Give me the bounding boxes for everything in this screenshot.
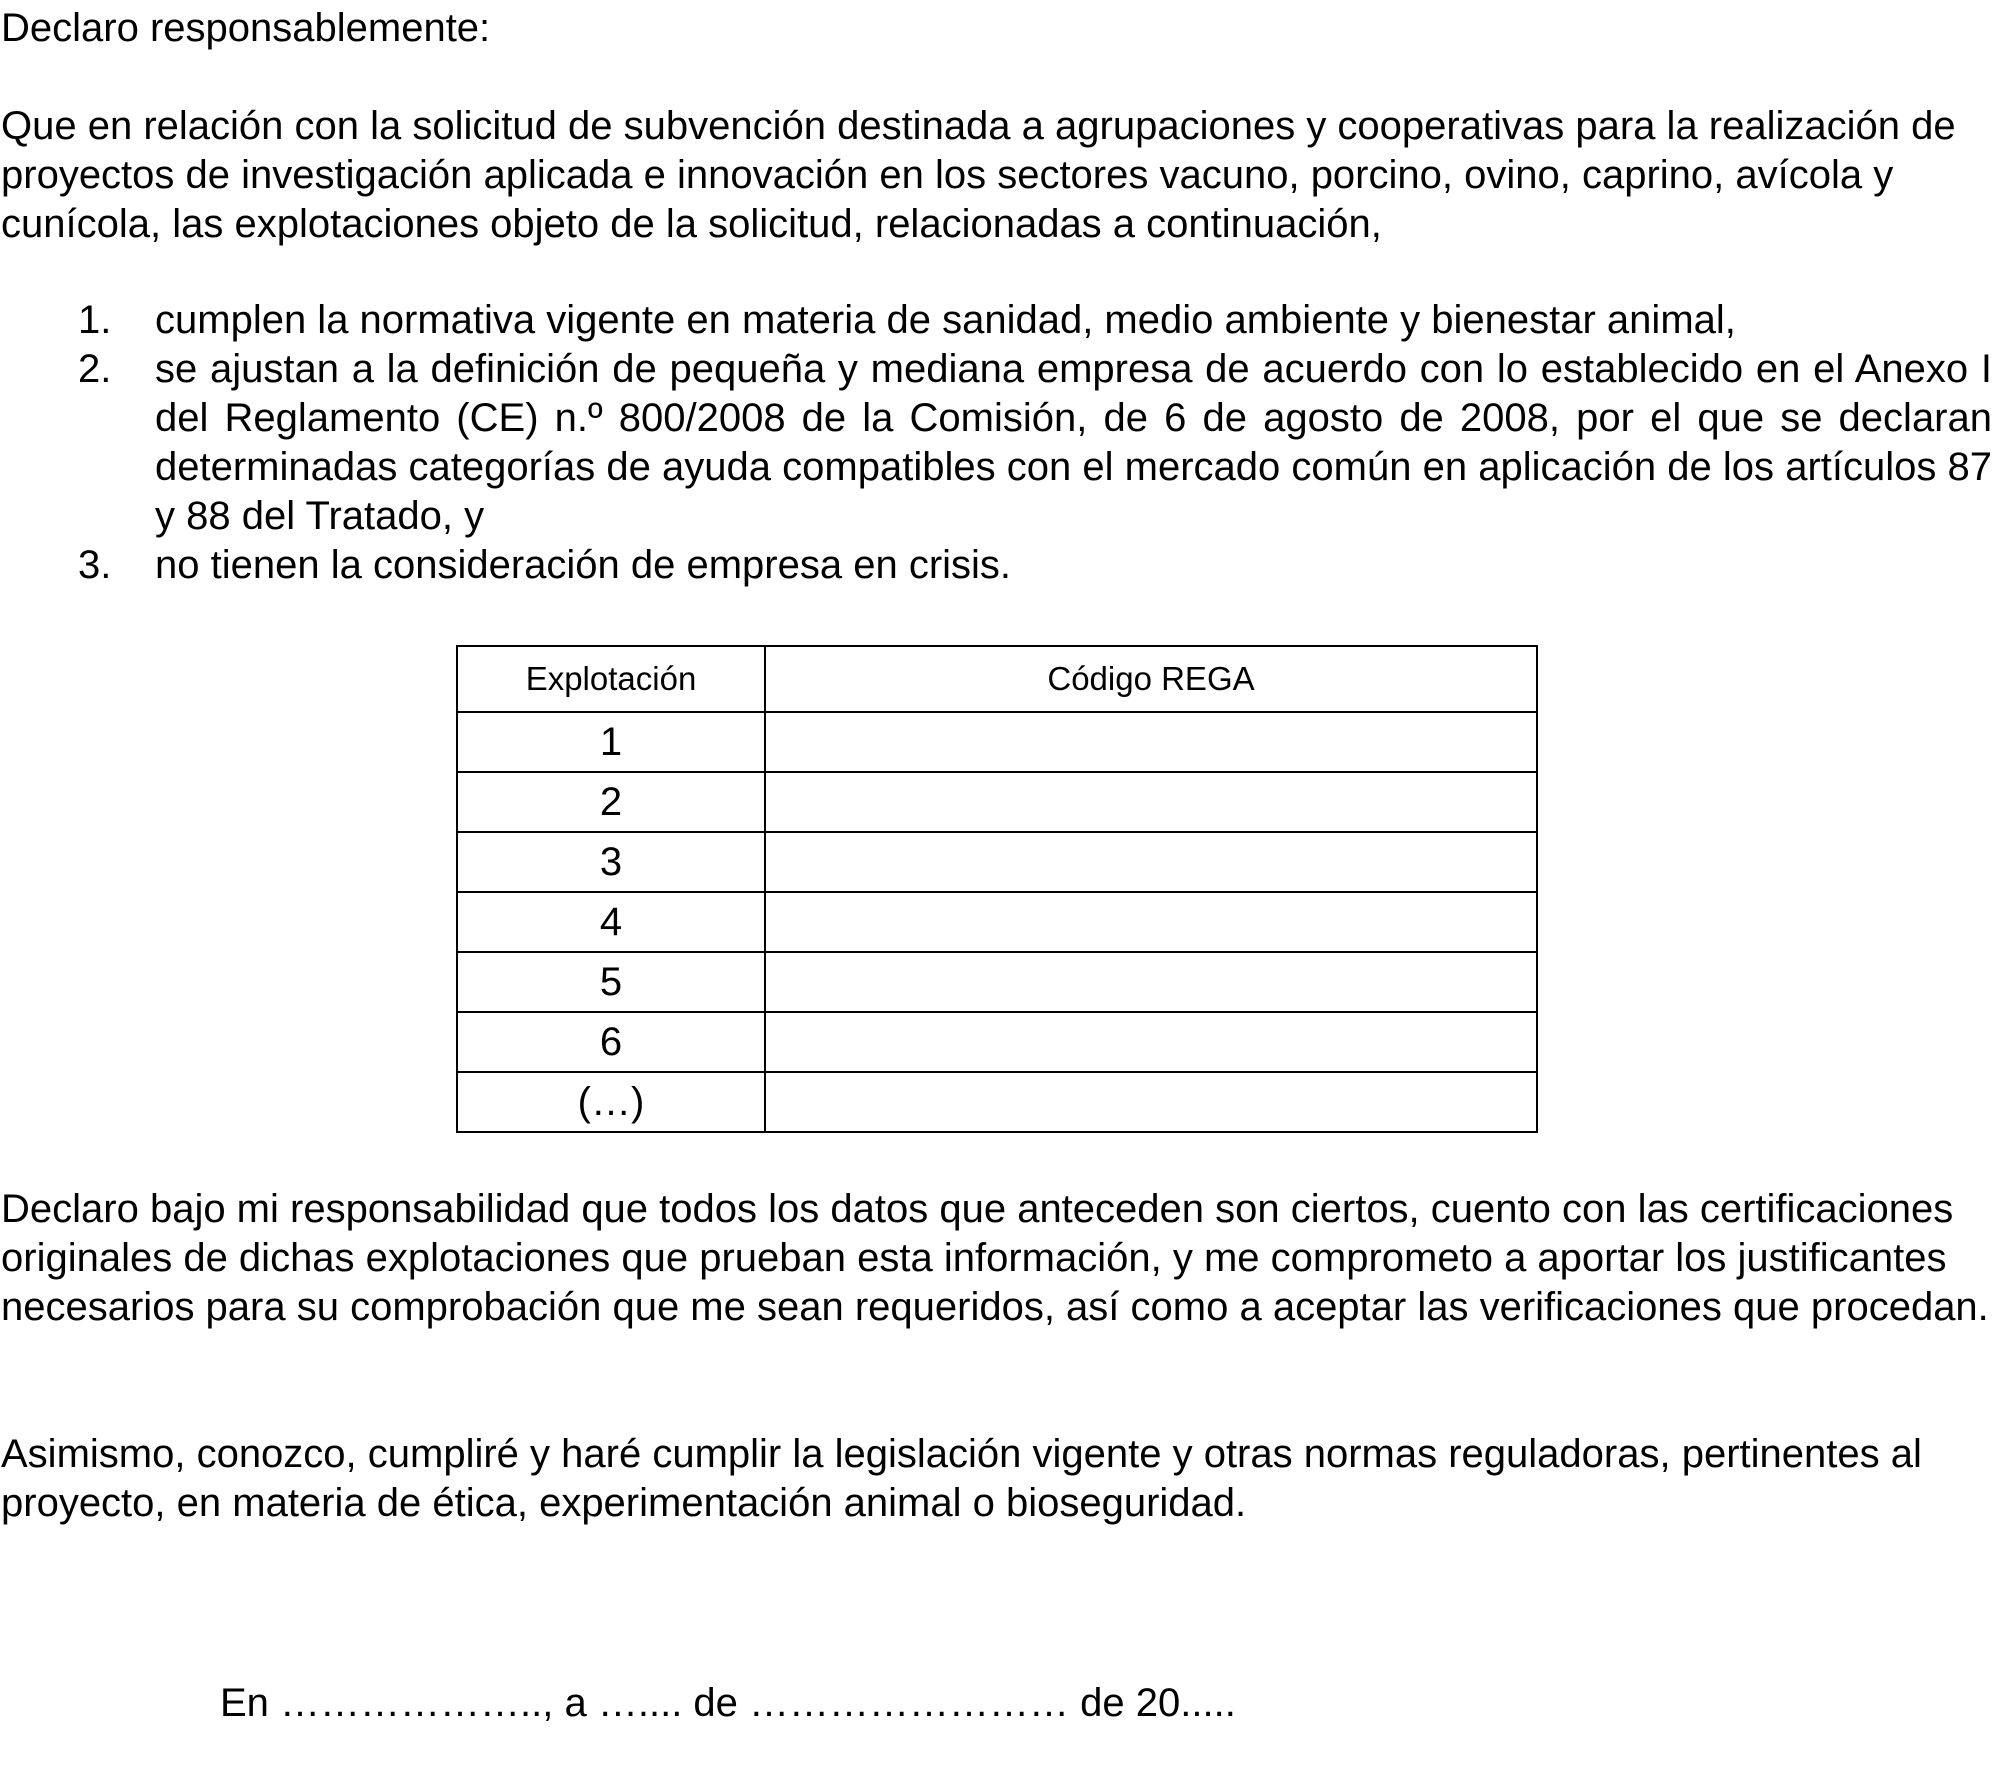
- cell-codigo-rega[interactable]: [765, 712, 1537, 772]
- conditions-list: [0, 296, 1992, 590]
- table-row: [457, 772, 1537, 832]
- list-item: [0, 345, 1992, 541]
- cell-explotacion: 2: [457, 772, 765, 832]
- intro-paragraph: Que en relación con la solicitud de subvención destinada a agrupaciones y cooperativas para la realización de proyectos de investigación aplicada e innovación en los sectores vacuno, porcino, ovino, caprino, avícola y cunícola, las explotaciones objeto de la solicitud, relacionadas a continuación,: [1, 104, 1956, 246]
- table-header-row: [457, 646, 1537, 712]
- table-row: [457, 892, 1537, 952]
- list-item-text: cumplen la normativa vigente en materia de sanidad, medio ambiente y bienestar animal,: [155, 298, 1736, 342]
- header-explotacion: Explotación: [457, 646, 765, 712]
- header-codigo-rega: Código REGA: [765, 646, 1537, 712]
- explotaciones-table: [456, 645, 1538, 1133]
- cell-explotacion: 6: [457, 1012, 765, 1072]
- table-row: [457, 1012, 1537, 1072]
- cell-explotacion: 5: [457, 952, 765, 1012]
- list-item-text: no tienen la consideración de empresa en crisis.: [155, 543, 1012, 587]
- cell-codigo-rega[interactable]: [765, 832, 1537, 892]
- cell-explotacion: 3: [457, 832, 765, 892]
- list-item-number: 2.: [78, 347, 112, 391]
- table-row: [457, 952, 1537, 1012]
- cell-explotacion: (…): [457, 1072, 765, 1132]
- cell-codigo-rega[interactable]: [765, 772, 1537, 832]
- ethics-paragraph: Asimismo, conozco, cumpliré y haré cumplir la legislación vigente y otras normas reguladoras, pertinentes al proyecto, en materia de ética, experimentación animal o bioseguridad.: [1, 1432, 1922, 1525]
- cell-codigo-rega[interactable]: [765, 892, 1537, 952]
- list-item: [0, 296, 1992, 345]
- declaration-paragraph: Declaro bajo mi responsabilidad que todos los datos que anteceden son ciertos, cuento con las certificaciones originales de dichas explotaciones que prueban esta información, y me comprometo a aportar los justificantes necesarios para su comprobación que me sean requeridos, así como a aceptar las verificaciones que procedan.: [1, 1187, 1989, 1329]
- list-item-text: se ajustan a la definición de pequeña y mediana empresa de acuerdo con lo establecido en el Anexo I del Reglamento (CE) n.º 800/2008 de la Comisión, de 6 de agosto de 2008, por el que se declaran determinadas categorías de ayuda compatibles con el mercado común en aplicación de los artículos 87 y 88 del Tratado, y: [155, 347, 1992, 538]
- declaration-heading: Declaro responsablemente:: [1, 6, 491, 50]
- table-row: [457, 1072, 1537, 1132]
- list-item-number: 1.: [78, 298, 112, 342]
- cell-codigo-rega[interactable]: [765, 1012, 1537, 1072]
- list-item: [0, 541, 1992, 590]
- cell-explotacion: 1: [457, 712, 765, 772]
- place-date-line: En ……………….., a ….... de …………………… de 20.....: [220, 1681, 1236, 1725]
- cell-explotacion: 4: [457, 892, 765, 952]
- cell-codigo-rega[interactable]: [765, 1072, 1537, 1132]
- list-item-number: 3.: [78, 543, 112, 587]
- cell-codigo-rega[interactable]: [765, 952, 1537, 1012]
- table-row: [457, 712, 1537, 772]
- table-row: [457, 832, 1537, 892]
